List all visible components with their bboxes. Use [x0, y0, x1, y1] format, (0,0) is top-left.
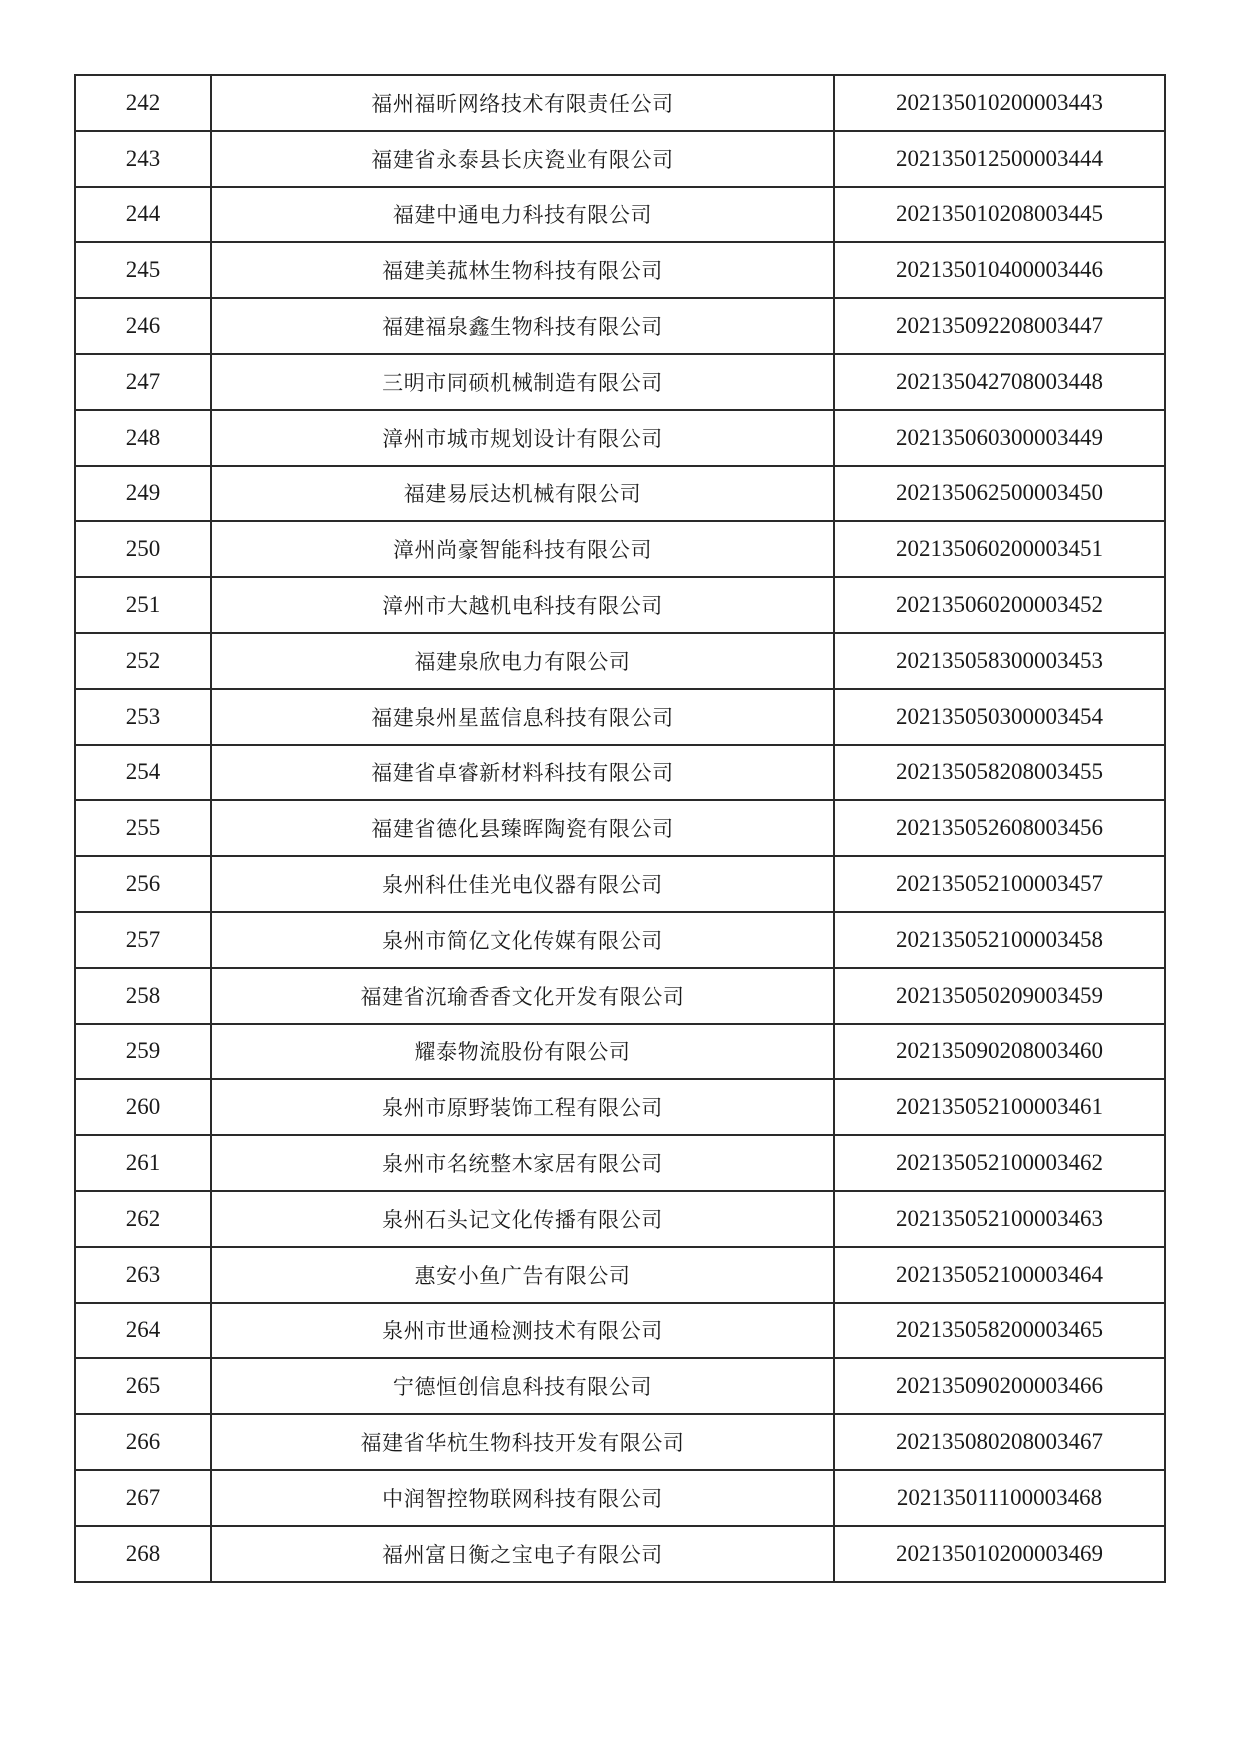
row-number-cell: 251 — [75, 577, 211, 633]
table-row — [75, 1024, 1165, 1080]
row-number-cell: 244 — [75, 187, 211, 243]
row-number-cell: 245 — [75, 242, 211, 298]
row-number-cell: 265 — [75, 1358, 211, 1414]
table-row — [75, 354, 1165, 410]
table-row — [75, 1303, 1165, 1359]
registration-code-cell: 202135060300003449 — [834, 410, 1165, 466]
company-name-cell: 泉州市世通检测技术有限公司 — [211, 1303, 834, 1359]
row-number-cell: 247 — [75, 354, 211, 410]
company-name-cell: 福建省沉瑜香香文化开发有限公司 — [211, 968, 834, 1024]
row-number-cell: 266 — [75, 1414, 211, 1470]
registration-code-cell: 202135060200003452 — [834, 577, 1165, 633]
registration-code-cell: 202135011100003468 — [834, 1470, 1165, 1526]
table-row — [75, 187, 1165, 243]
table-row — [75, 633, 1165, 689]
table-row — [75, 1135, 1165, 1191]
company-name-cell: 福建泉欣电力有限公司 — [211, 633, 834, 689]
registration-code-cell: 202135090208003460 — [834, 1024, 1165, 1080]
registration-code-cell: 202135052100003457 — [834, 856, 1165, 912]
row-number-cell: 250 — [75, 521, 211, 577]
company-registry-table — [74, 74, 1166, 1583]
registration-code-cell: 202135010200003469 — [834, 1526, 1165, 1582]
row-number-cell: 258 — [75, 968, 211, 1024]
company-name-cell: 耀泰物流股份有限公司 — [211, 1024, 834, 1080]
row-number-cell: 246 — [75, 298, 211, 354]
registration-code-cell: 202135052100003461 — [834, 1079, 1165, 1135]
row-number-cell: 254 — [75, 745, 211, 801]
company-name-cell: 福建美菰林生物科技有限公司 — [211, 242, 834, 298]
row-number-cell: 253 — [75, 689, 211, 745]
company-name-cell: 福建省华杭生物科技开发有限公司 — [211, 1414, 834, 1470]
table-row — [75, 75, 1165, 131]
registration-code-cell: 202135052100003463 — [834, 1191, 1165, 1247]
company-name-cell: 福州富日衡之宝电子有限公司 — [211, 1526, 834, 1582]
company-name-cell: 泉州市简亿文化传媒有限公司 — [211, 912, 834, 968]
table-row — [75, 1414, 1165, 1470]
registration-code-cell: 202135052608003456 — [834, 800, 1165, 856]
row-number-cell: 257 — [75, 912, 211, 968]
row-number-cell: 249 — [75, 466, 211, 522]
table-row — [75, 521, 1165, 577]
table-row — [75, 242, 1165, 298]
registration-code-cell: 202135058200003465 — [834, 1303, 1165, 1359]
row-number-cell: 268 — [75, 1526, 211, 1582]
registration-code-cell: 202135010400003446 — [834, 242, 1165, 298]
registration-code-cell: 202135060200003451 — [834, 521, 1165, 577]
table-row — [75, 466, 1165, 522]
row-number-cell: 259 — [75, 1024, 211, 1080]
table-row — [75, 1470, 1165, 1526]
table-row — [75, 577, 1165, 633]
registration-code-cell: 202135050209003459 — [834, 968, 1165, 1024]
row-number-cell: 248 — [75, 410, 211, 466]
company-name-cell: 福建省卓睿新材料科技有限公司 — [211, 745, 834, 801]
company-name-cell: 福建中通电力科技有限公司 — [211, 187, 834, 243]
row-number-cell: 260 — [75, 1079, 211, 1135]
table-row — [75, 800, 1165, 856]
row-number-cell: 264 — [75, 1303, 211, 1359]
table-row — [75, 689, 1165, 745]
table-row — [75, 298, 1165, 354]
company-name-cell: 福州福昕网络技术有限责任公司 — [211, 75, 834, 131]
registration-code-cell: 202135090200003466 — [834, 1358, 1165, 1414]
row-number-cell: 252 — [75, 633, 211, 689]
registration-code-cell: 202135050300003454 — [834, 689, 1165, 745]
registration-code-cell: 202135042708003448 — [834, 354, 1165, 410]
company-name-cell: 三明市同硕机械制造有限公司 — [211, 354, 834, 410]
company-name-cell: 漳州市大越机电科技有限公司 — [211, 577, 834, 633]
table-row — [75, 745, 1165, 801]
row-number-cell: 256 — [75, 856, 211, 912]
company-name-cell: 泉州市原野装饰工程有限公司 — [211, 1079, 834, 1135]
company-name-cell: 福建省永泰县长庆瓷业有限公司 — [211, 131, 834, 187]
company-name-cell: 福建福泉鑫生物科技有限公司 — [211, 298, 834, 354]
company-name-cell: 宁德恒创信息科技有限公司 — [211, 1358, 834, 1414]
company-name-cell: 福建省德化县臻晖陶瓷有限公司 — [211, 800, 834, 856]
company-name-cell: 惠安小鱼广告有限公司 — [211, 1247, 834, 1303]
table-row — [75, 968, 1165, 1024]
row-number-cell: 263 — [75, 1247, 211, 1303]
company-name-cell: 泉州科仕佳光电仪器有限公司 — [211, 856, 834, 912]
table-row — [75, 1079, 1165, 1135]
company-name-cell: 泉州市名统整木家居有限公司 — [211, 1135, 834, 1191]
row-number-cell: 262 — [75, 1191, 211, 1247]
company-name-cell: 福建泉州星蓝信息科技有限公司 — [211, 689, 834, 745]
registration-code-cell: 202135010208003445 — [834, 187, 1165, 243]
registration-code-cell: 202135052100003462 — [834, 1135, 1165, 1191]
table-row — [75, 1358, 1165, 1414]
row-number-cell: 255 — [75, 800, 211, 856]
registration-code-cell: 202135080208003467 — [834, 1414, 1165, 1470]
table-row — [75, 912, 1165, 968]
registration-code-cell: 202135062500003450 — [834, 466, 1165, 522]
table-row — [75, 856, 1165, 912]
company-name-cell: 泉州石头记文化传播有限公司 — [211, 1191, 834, 1247]
row-number-cell: 243 — [75, 131, 211, 187]
row-number-cell: 261 — [75, 1135, 211, 1191]
registration-code-cell: 202135052100003458 — [834, 912, 1165, 968]
table-row — [75, 1191, 1165, 1247]
table-row — [75, 131, 1165, 187]
table-row — [75, 1526, 1165, 1582]
table-row — [75, 410, 1165, 466]
row-number-cell: 242 — [75, 75, 211, 131]
company-name-cell: 漳州市城市规划设计有限公司 — [211, 410, 834, 466]
company-name-cell: 中润智控物联网科技有限公司 — [211, 1470, 834, 1526]
registration-code-cell: 202135010200003443 — [834, 75, 1165, 131]
row-number-cell: 267 — [75, 1470, 211, 1526]
registration-code-cell: 202135052100003464 — [834, 1247, 1165, 1303]
registration-code-cell: 202135012500003444 — [834, 131, 1165, 187]
table-body — [75, 75, 1165, 1582]
registration-code-cell: 202135092208003447 — [834, 298, 1165, 354]
registration-code-cell: 202135058208003455 — [834, 745, 1165, 801]
registration-code-cell: 202135058300003453 — [834, 633, 1165, 689]
company-name-cell: 漳州尚豪智能科技有限公司 — [211, 521, 834, 577]
table-row — [75, 1247, 1165, 1303]
company-name-cell: 福建易辰达机械有限公司 — [211, 466, 834, 522]
